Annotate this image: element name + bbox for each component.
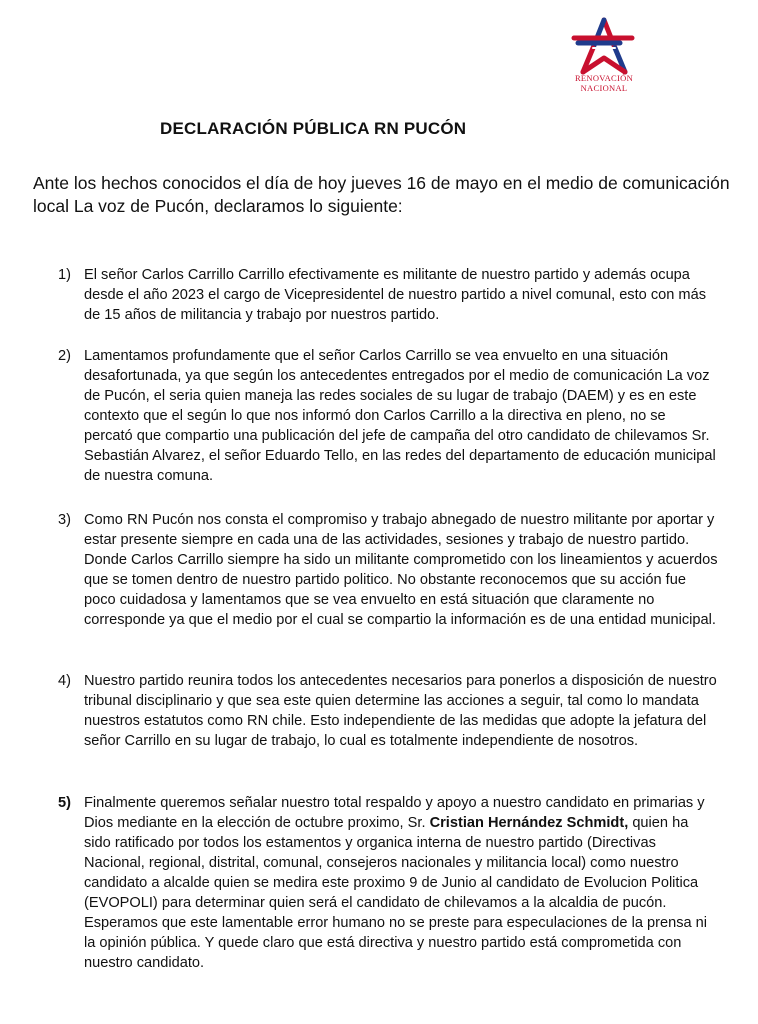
item-number: 3) — [58, 512, 71, 528]
logo-line-2: NACIONAL — [580, 83, 628, 93]
star-logo-icon — [568, 16, 640, 76]
item-text-end: quien ha sido ratificado por todos los estamentos y organica interna de nuestro partido (Directivas Nacional, regional, distrital, comunal, consejeros nacionales y militancia local) como nuestro candidato a alcalde quien se medira este proximo 9 de Junio al candidato de Evolucion Politica (EVOPOLI) para determinar quien será el candidato de chilevamos a la alcaldia de pucón. Esperamos que este lamentable error humano no se preste para especulaciones de la prensa ni la opinión pública. Y quede claro que está directiva y nuestro partido está comprometida con nuestro candidato. — [84, 815, 708, 971]
list-item-5 — [58, 793, 718, 973]
candidate-name: Cristian Hernández Schmidt, — [429, 815, 629, 831]
list-item-4 — [58, 671, 718, 751]
list-item-1 — [58, 265, 718, 325]
item-text: El señor Carlos Carrillo Carrillo efectivamente es militante de nuestro partido y además ocupa desde el año 2023 el cargo de Vicepresidentel de nuestro partido a nivel comunal, esto con más de 15 años de militancia y trabajo por nuestros partido. — [84, 267, 706, 323]
item-text: Lamentamos profundamente que el señor Carlos Carrillo se vea envuelto en una situación desafortunada, ya que según los antecedentes entregados por el medio de comunicación La voz de Pucón, el seria quien maneja las redes sociales de su lugar de trabajo (DAEM) y es en este contexto que el según lo que nos informó don Carlos Carrillo a la directiva en pleno, no se percató que compartio una publicación del jefe de campaña del otro candidato de chilevamos Sr. Sebastián Alvarez, el señor Eduardo Tello, en las redes del departamento de educación municipal de nuestra comuna. — [84, 348, 716, 484]
item-text: Como RN Pucón nos consta el compromiso y trabajo abnegado de nuestro militante por aportar y estar presente siempre en cada una de las actividades, sesiones y trabajo de nuestro partido. Donde Carlos Carrillo siempre ha sido un militante comprometido con los lineamientos y acuerdos que se tomen dentro de nuestro partido politico. No obstante reconocemos que su acción fue poco cuidadosa y lamentamos que se vea envuelto en está situación que claramente no corresponde ya que el medio por el cual se compartio la información es de una entidad municipal. — [84, 512, 718, 628]
logo-line-1: RENOVACIÓN — [574, 73, 634, 83]
item-text-start: Finalmente queremos señalar nuestro total respaldo y apoyo a nuestro candidato en primarias y Dios mediante en la elección de octubre proximo, Sr. — [84, 795, 705, 831]
intro-paragraph: Ante los hechos conocidos el día de hoy jueves 16 de mayo en el medio de comunicación local La voz de Pucón, declaramos lo siguiente: — [33, 173, 730, 216]
logo-caption — [560, 73, 648, 93]
item-text: Nuestro partido reunira todos los antecedentes necesarios para ponerlos a disposición de nuestro tribunal disciplinario y que sea este quien determine las acciones a seguir, tal como lo mandata nuestros estatutos como RN chile. Esto independiente de las medidas que adopte la jefatura del señor Carrillo en su lugar de trabajo, lo cual es totalmente independiente de nosotros. — [84, 673, 717, 749]
item-text — [84, 793, 718, 973]
item-number: 5) — [58, 795, 71, 811]
document-title: DECLARACIÓN PÚBLICA RN PUCÓN — [160, 119, 467, 138]
list-item-2 — [58, 346, 718, 486]
item-number: 2) — [58, 348, 71, 364]
item-number: 1) — [58, 267, 71, 283]
list-item-3 — [58, 510, 718, 630]
item-number: 4) — [58, 673, 71, 689]
